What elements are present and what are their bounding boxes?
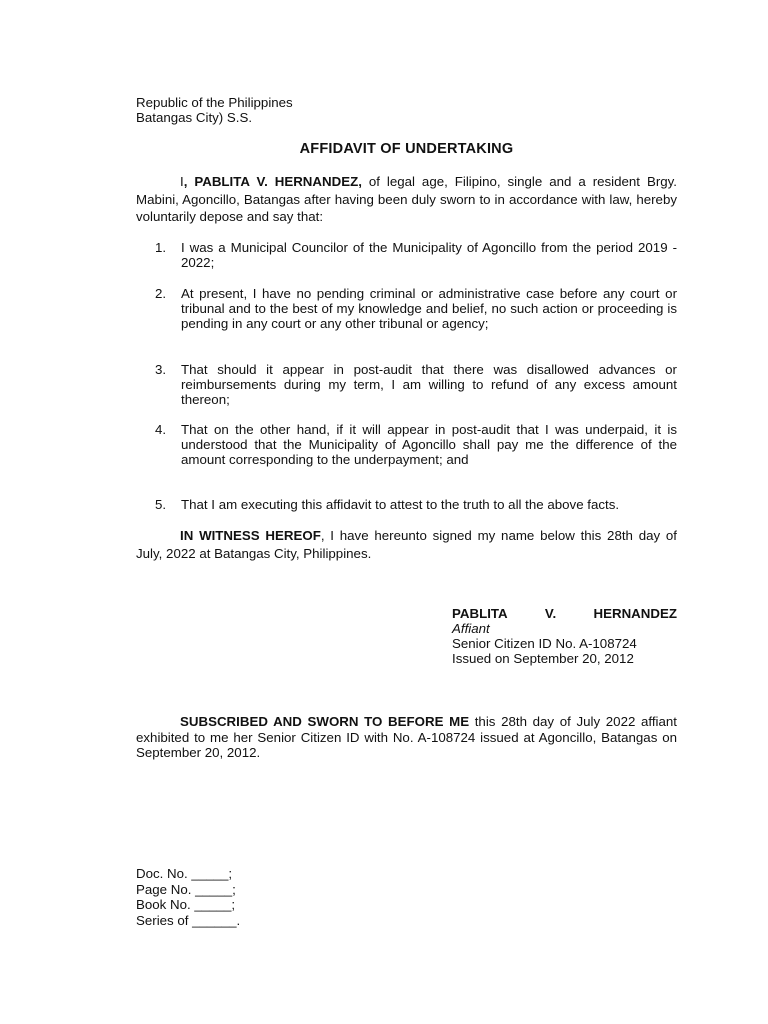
list-number: 5. — [155, 497, 167, 512]
affiant-id-line: Senior Citizen ID No. A-108724 — [452, 636, 637, 651]
affiant-role: Affiant — [452, 621, 490, 636]
page-number: Page No. _____; — [136, 881, 236, 897]
witness-paragraph — [136, 527, 677, 562]
document-title: AFFIDAVIT OF UNDERTAKING — [299, 141, 514, 157]
jurat-paragraph — [136, 714, 677, 761]
list-item: At present, I have no pending criminal or administrative case before any court or tribunal and to the best of my knowledge and belief, no such action or proceeding is pending in any court or any other tribunal or agency; — [181, 286, 677, 331]
list-number: 3. — [155, 362, 167, 377]
header-line-venue: Batangas City) S.S. — [136, 110, 253, 125]
list-item: That on the other hand, if it will appear in post-audit that I was underpaid, it is understood that the Municipality of Agoncillo shall pay me the difference of the amount corresponding to the underpayment; and — [181, 422, 677, 467]
intro-paragraph — [136, 173, 677, 226]
book-number: Book No. _____; — [136, 897, 236, 912]
header-line-country: Republic of the Philippines — [136, 95, 293, 110]
list-number: 1. — [155, 240, 167, 255]
list-number: 4. — [155, 422, 167, 437]
witness-text: , I have hereunto signed my name below this 28th day of July, 2022 at Batangas City, Philippines. — [136, 528, 677, 561]
doc-number: Doc. No. _____; — [136, 866, 233, 881]
affiant-name-inline: , PABLITA V. HERNANDEZ, — [183, 174, 362, 189]
affiant-signature-name — [452, 606, 677, 621]
document-header — [136, 95, 293, 125]
intro-prefix: I — [180, 174, 184, 189]
affiant-last-name: HERNANDEZ — [593, 606, 677, 621]
list-item: I was a Municipal Councilor of the Municipality of Agoncillo from the period 2019 - 2022; — [181, 240, 677, 270]
affiant-id-issued: Issued on September 20, 2012 — [452, 651, 634, 666]
notarial-register — [136, 866, 240, 928]
affiant-middle-initial: V. — [544, 606, 557, 621]
list-item: That I am executing this affidavit to attest to the truth to all the above facts. — [181, 497, 620, 512]
jurat-heading: SUBSCRIBED AND SWORN TO BEFORE ME — [180, 714, 470, 729]
intro-text: of legal age, Filipino, single and a resident Brgy. Mabini, Agoncillo, Batangas after having been duly sworn to in accordance with law, hereby voluntarily depose and say that: — [136, 174, 677, 224]
jurat-text: this 28th day of July 2022 affiant exhibited to me her Senior Citizen ID with No. A-108724 issued at Agoncillo, Batangas on September 20, 2012. — [136, 714, 678, 760]
signature-block — [452, 606, 677, 666]
series-year: Series of ______. — [136, 912, 241, 928]
affiant-first-name: PABLITA — [452, 606, 508, 621]
witness-heading: IN WITNESS HEREOF — [180, 528, 321, 543]
list-number: 2. — [155, 286, 167, 301]
list-item: That should it appear in post-audit that there was disallowed advances or reimbursements during my term, I am willing to refund of any excess amount thereon; — [181, 362, 677, 407]
